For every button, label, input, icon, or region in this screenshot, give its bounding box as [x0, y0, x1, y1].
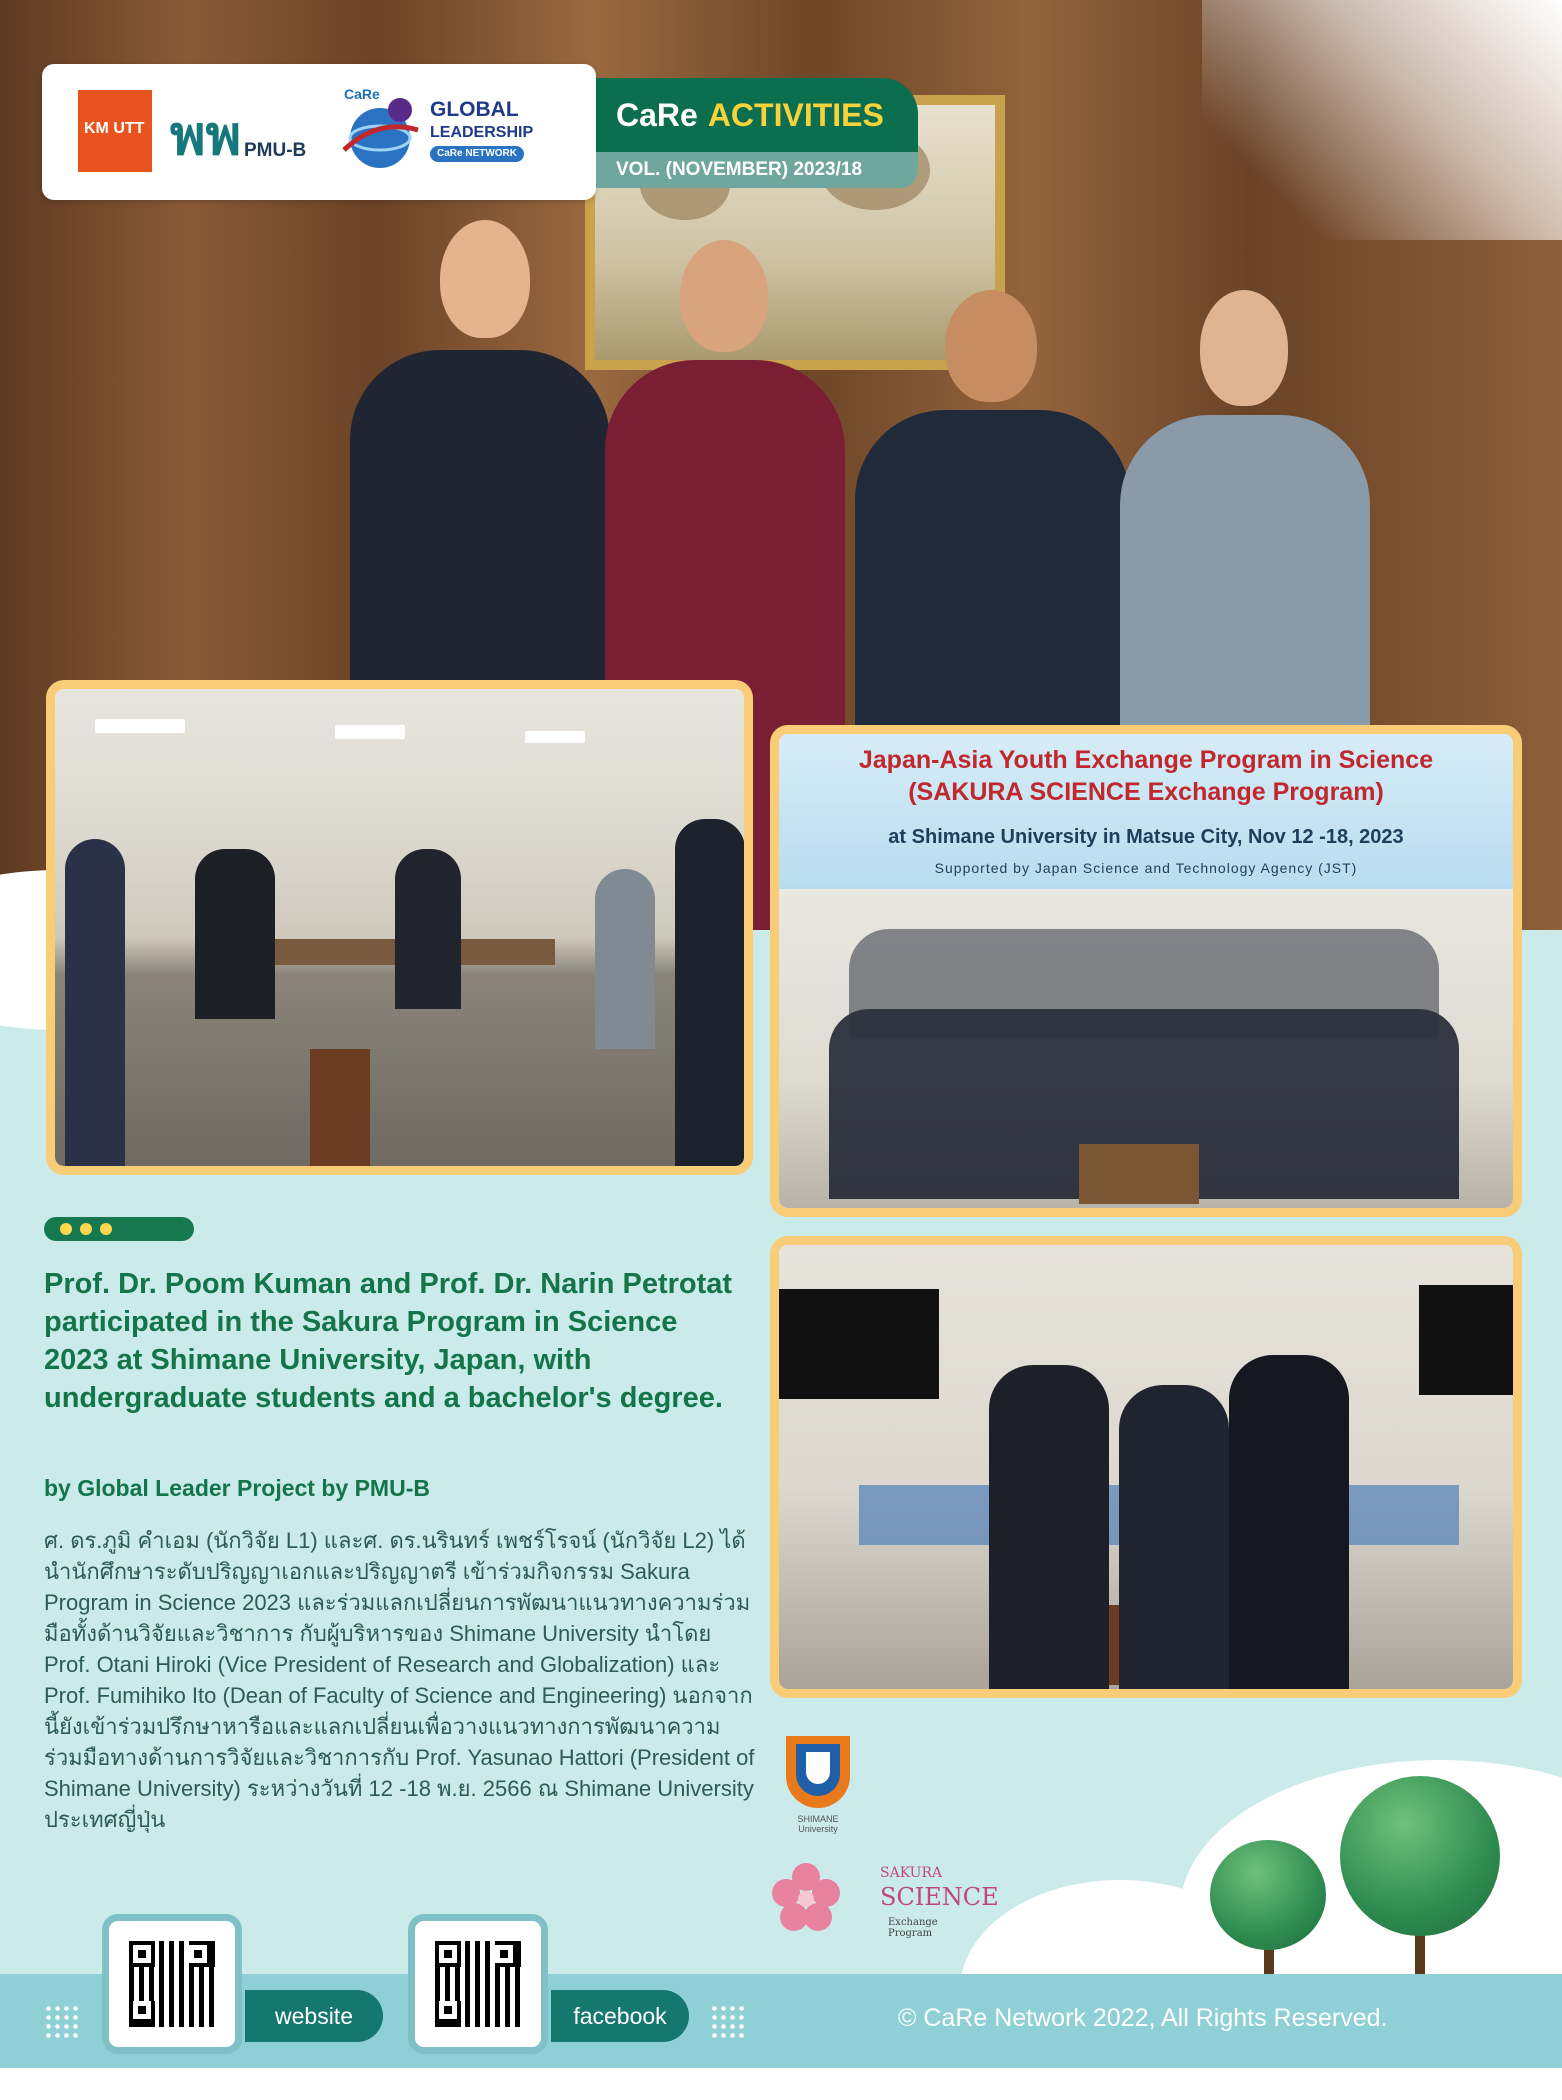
badge-title: CaRe [616, 96, 698, 133]
tree-small [1210, 1840, 1326, 1950]
website-qr-tile[interactable] [102, 1914, 242, 2054]
photo-gift-exchange [770, 1236, 1522, 1698]
footer-dots-right [710, 2004, 746, 2040]
badge-title-accent: ACTIVITIES [707, 96, 884, 133]
pmub-logo: พพ PMU-B [170, 103, 307, 167]
facebook-qr-code[interactable] [435, 1941, 521, 2027]
activities-badge [596, 78, 918, 188]
shimane-emblem-icon [780, 1730, 856, 1810]
tree-large [1340, 1776, 1500, 1936]
facebook-qr-tile[interactable] [408, 1914, 548, 2054]
program-title-line2: (SAKURA SCIENCE Exchange Program) [908, 778, 1384, 806]
globe-icon [338, 90, 424, 176]
global-leadership-logo: CaRe GLOBAL LEADERSHIP CaRe NETWORK [338, 86, 570, 178]
group-photo [779, 889, 1513, 1208]
badge-volume: VOL. (NOVEMBER) 2023/18 [596, 152, 918, 188]
photo-program-group [770, 725, 1522, 1217]
facebook-link[interactable]: facebook [551, 1990, 689, 2042]
copyright-text: © CaRe Network 2022, All Rights Reserved. [898, 2004, 1388, 2032]
program-banner [779, 734, 1513, 889]
program-supported-by: Supported by Japan Science and Technology Agency (JST) [934, 860, 1358, 876]
website-qr-code[interactable] [129, 1941, 215, 2027]
logo-card [42, 64, 596, 200]
section-dots-bar [44, 1217, 194, 1241]
article-byline: by Global Leader Project by PMU-B [44, 1475, 430, 1501]
sakura-flower-icon [770, 1861, 842, 1933]
footer-dots-left [44, 2004, 80, 2040]
website-link[interactable]: website [245, 1990, 383, 2042]
article-title: Prof. Dr. Poom Kuman and Prof. Dr. Narin Petrotat participated in the Sakura Program in Science 2023 at Shimane University, Japan, with undergraduate students and a bachelor's degree. [44, 1268, 733, 1414]
shimane-university-logo: SHIMANE University [780, 1730, 860, 1840]
photo-meeting-room [46, 680, 753, 1175]
program-title-line1: Japan-Asia Youth Exchange Program in Science [858, 746, 1434, 774]
program-location: at Shimane University in Matsue City, Nov 12 -18, 2023 [888, 826, 1404, 848]
kmutt-logo: KM UTT [78, 90, 152, 172]
article-body: ศ. ดร.ภูมิ คำเอม (นักวิจัย L1) และศ. ดร.นรินทร์ เพชร์โรจน์ (นักวิจัย L2) ได้นำนักศึกษาระดับปริญญาเอกและปริญญาตรี เข้าร่วมกิจกรรม Sakura Program in Science 2023 และร่วมแลกเปลี่ยนการพัฒนาแนวทางความร่วมมือทั้งด้านวิจัยและวิชาการ กับผู้บริหารของ Shimane University นำโดย Prof. Otani Hiroki (Vice President of Research and Globalization) และ Prof. Fumihiko Ito (Dean of Faculty of Science and Engineering) นอกจากนี้ยังเข้าร่วมปรึกษาหารือและแลกเปลี่ยนเพื่อวางแนวทางการพัฒนาความร่วมมือทางด้านการวิจัยและวิชาการกับ Prof. Yasunao Hattori (President of Shimane University) ระหว่างวันที่ 12 -18 พ.ย. 2566 ณ Shimane University ประเทศญี่ปุ่น [44, 1528, 755, 1832]
sakura-science-logo: SAKURA SCIENCE Exchange Program [770, 1855, 970, 1945]
